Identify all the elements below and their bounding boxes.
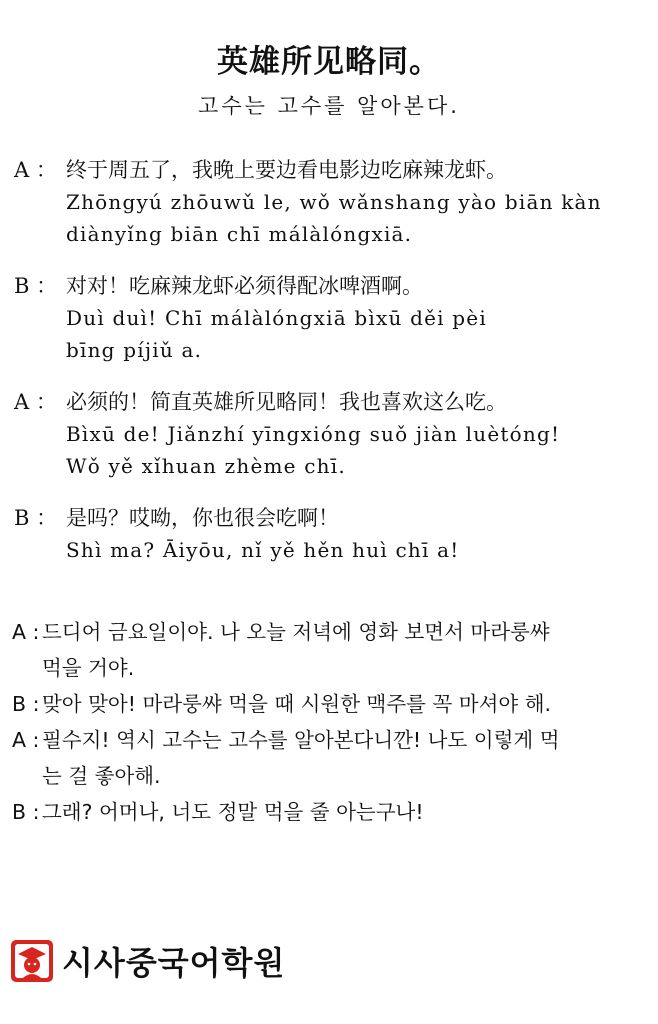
page-title: 英雄所见略同。 <box>217 44 441 80</box>
kr-dialogue-2 <box>12 686 648 722</box>
speaker-label: B ： <box>14 274 58 298</box>
pinyin-line: Wǒ yě xǐhuan zhème chī. <box>66 454 346 478</box>
speaker-label: B : <box>12 692 40 716</box>
cn-dialogue-4 <box>14 502 644 566</box>
kr-dialogue-1 <box>12 614 648 686</box>
kr-dialogue-3 <box>12 722 648 794</box>
pinyin-line: Duì duì! Chī málàlóngxiā bìxū děi pèi <box>66 306 487 330</box>
chinese-line: 对对！吃麻辣龙虾必须得配冰啤酒啊。 <box>66 274 423 298</box>
cn-dialogue-3 <box>14 386 644 482</box>
speaker-label: A ： <box>14 158 57 182</box>
speaker-label: B ： <box>14 506 58 530</box>
korean-translation <box>12 614 648 830</box>
pinyin-line: diànyǐng biān chī málàlóngxiā. <box>66 222 413 246</box>
academy-mascot-icon <box>10 939 54 983</box>
speaker-label: B : <box>12 800 40 824</box>
pinyin-line: Zhōngyú zhōuwǔ le, wǒ wǎnshang yào biān kàn <box>66 190 602 214</box>
chinese-line: 必须的！简直英雄所见略同！我也喜欢这么吃。 <box>66 390 507 414</box>
speaker-label: A : <box>12 728 40 752</box>
korean-line: 필수지! 역시 고수는 고수를 알아본다니깐! 나도 이렇게 먹 <box>42 728 560 752</box>
korean-line: 는 걸 좋아해. <box>42 764 161 788</box>
academy-logo <box>10 938 285 984</box>
korean-line: 먹을 거야. <box>42 656 135 680</box>
page-subtitle: 고수는 고수를 알아본다. <box>198 94 460 118</box>
korean-line: 맞아 맞아! 마라룽쌰 먹을 때 시원한 맥주를 꼭 마셔야 해. <box>42 692 552 716</box>
cn-dialogue-2 <box>14 270 644 366</box>
pinyin-line: Shì ma? Āiyōu, nǐ yě hěn huì chī a! <box>66 538 460 562</box>
speaker-label: A ： <box>14 390 57 414</box>
korean-line: 그래? 어머나, 너도 정말 먹을 줄 아는구나! <box>42 800 424 824</box>
pinyin-line: Bìxū de! Jiǎnzhí yīngxióng suǒ jiàn luètóng! <box>66 422 561 446</box>
cn-dialogue-1 <box>14 154 644 250</box>
speaker-label: A : <box>12 620 40 644</box>
pinyin-line: bīng píjiǔ a. <box>66 338 203 362</box>
chinese-line: 是吗？哎呦，你也很会吃啊！ <box>66 506 339 530</box>
kr-dialogue-4 <box>12 794 648 830</box>
academy-name: 시사중국어학원 <box>62 944 286 982</box>
chinese-line: 终于周五了，我晚上要边看电影边吃麻辣龙虾。 <box>66 158 507 182</box>
korean-line: 드디어 금요일이야. 나 오늘 저녁에 영화 보면서 마라룽쌰 <box>42 620 550 644</box>
